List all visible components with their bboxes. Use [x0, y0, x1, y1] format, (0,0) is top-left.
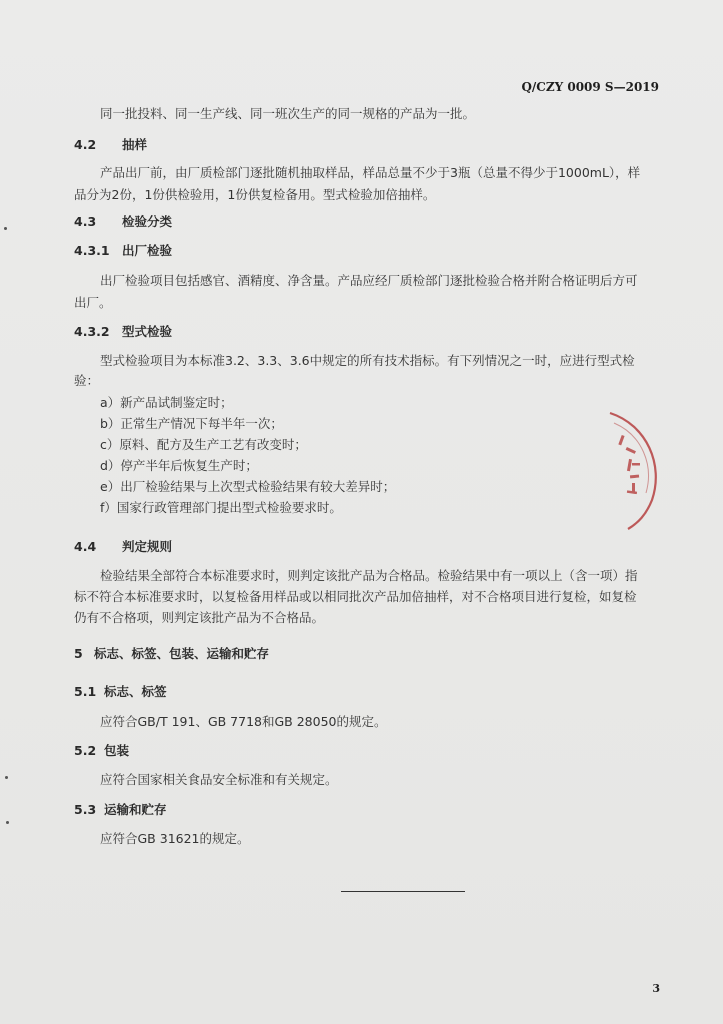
section-number: 4.3.1: [74, 243, 110, 258]
section-title: 检验分类: [122, 214, 173, 229]
end-rule: [341, 891, 465, 892]
list-item: b）正常生产情况下每半年一次；: [100, 416, 283, 431]
section-number: 5.2: [74, 743, 97, 758]
section-number: 5.3: [74, 802, 97, 817]
page-number: 3: [652, 982, 660, 995]
list-item: a）新产品试制鉴定时；: [100, 395, 233, 410]
section-4-3-1-heading: [74, 241, 172, 259]
section-5-2-heading: [74, 741, 129, 759]
scan-speck: [4, 227, 7, 230]
section-title: 运输和贮存: [104, 802, 167, 817]
section-title: 标志、标签、包装、运输和贮存: [94, 646, 270, 661]
scan-speck: [6, 821, 9, 824]
section-title: 包装: [104, 743, 130, 758]
list-item: f）国家行政管理部门提出型式检验要求时。: [100, 500, 342, 515]
section-number: 4.3: [74, 214, 97, 229]
transport-storage-text: 应符合GB 31621的规定。: [100, 831, 250, 846]
section-title: 标志、标签: [104, 684, 167, 699]
section-4-3-2-heading: [74, 322, 172, 340]
section-number: 4.4: [74, 539, 97, 554]
batch-definition-text: 同一批投料、同一生产线、同一班次生产的同一规格的产品为一批。: [100, 106, 476, 121]
section-title: 判定规则: [122, 539, 173, 554]
factory-inspection-text-line-2: 出厂。: [74, 295, 112, 310]
type-inspection-text-line-2: 验：: [74, 373, 100, 388]
marking-text: 应符合GB/T 191、GB 7718和GB 28050的规定。: [100, 714, 387, 729]
judgement-text-line-2: 标不符合本标准要求时，以复检备用样品或以相同批次产品加倍抽样，对不合格项目进行复检，如复检: [74, 589, 637, 604]
section-title: 抽样: [122, 137, 148, 152]
section-title: 出厂检验: [122, 243, 173, 258]
list-item: d）停产半年后恢复生产时；: [100, 458, 258, 473]
section-5-1-heading: [74, 682, 167, 700]
type-inspection-text-line-1: 型式检验项目为本标准3.2、3.3、3.6中规定的所有技术指标。有下列情况之一时，应进行型式检: [100, 353, 635, 368]
sampling-text-line-2: 品分为2份，1份供检验用，1份供复检备用。型式检验加倍抽样。: [74, 187, 436, 202]
section-number: 5: [74, 646, 83, 661]
section-5-heading: [74, 644, 269, 662]
scan-speck: [5, 776, 8, 779]
list-item: c）原料、配方及生产工艺有改变时；: [100, 437, 307, 452]
sampling-text-line-1: 产品出厂前，由厂质检部门逐批随机抽取样品，样品总量不少于3瓶（总量不得少于1000mL），样: [100, 165, 641, 180]
section-4-3-heading: [74, 212, 172, 230]
section-number: 4.3.2: [74, 324, 110, 339]
section-number: 4.2: [74, 137, 97, 152]
section-title: 型式检验: [122, 324, 173, 339]
judgement-text-line-3: 仍有不合格项，则判定该批产品为不合格品。: [74, 610, 325, 625]
standard-code: Q/CZY 0009 S—2019: [521, 80, 659, 94]
list-item: e）出厂检验结果与上次型式检验结果有较大差异时；: [100, 479, 396, 494]
section-4-4-heading: [74, 537, 172, 555]
section-5-3-heading: [74, 800, 167, 818]
judgement-text-line-1: 检验结果全部符合本标准要求时，则判定该批产品为合格品。检验结果中有一项以上（含一项）指: [100, 568, 638, 583]
packaging-text: 应符合国家相关食品安全标准和有关规定。: [100, 772, 338, 787]
section-number: 5.1: [74, 684, 97, 699]
seal-stamp-icon: [592, 405, 667, 535]
section-4-2-heading: [74, 135, 147, 153]
factory-inspection-text-line-1: 出厂检验项目包括感官、酒精度、净含量。产品应经厂质检部门逐批检验合格并附合格证明后方可: [100, 273, 638, 288]
